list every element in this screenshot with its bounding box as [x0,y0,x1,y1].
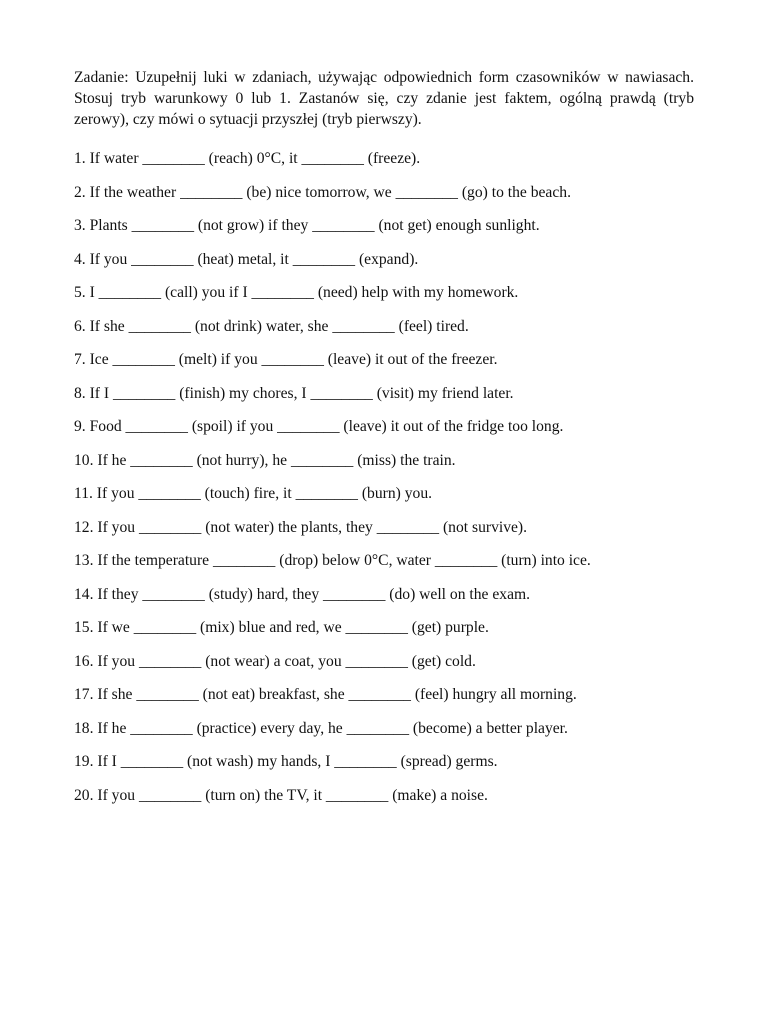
task-instructions: Zadanie: Uzupełnij luki w zdaniach, używając odpowiednich form czasowników w nawiasach. Stosuj tryb warunkowy 0 lub 1. Zastanów się, czy zdanie jest faktem, ogólną prawdą (tryb zerowy), czy mówi o sytuacji przyszłej (tryb pierwszy). [74,69,694,128]
exercise-item: 17. If she ________ (not eat) breakfast, she ________ (feel) hungry all morning. [74,686,577,703]
exercise-item: 15. If we ________ (mix) blue and red, we ________ (get) purple. [74,619,489,636]
exercise-list [74,148,694,818]
exercise-item: 6. If she ________ (not drink) water, she ________ (feel) tired. [74,317,469,335]
exercise-item: 20. If you ________ (turn on) the TV, it ________ (make) a noise. [74,786,488,804]
exercise-item: 19. If I ________ (not wash) my hands, I ________ (spread) germs. [74,753,498,770]
exercise-item: 9. Food ________ (spoil) if you ________ (leave) it out of the fridge too long. [74,418,564,435]
exercise-item: 4. If you ________ (heat) metal, it ________ (expand). [74,250,419,268]
exercise-item: 8. If I ________ (finish) my chores, I ________ (visit) my friend later. [74,384,514,402]
exercise-item: 1. If water ________ (reach) 0°C, it ________ (freeze). [74,150,421,167]
exercise-item: 18. If he ________ (practice) every day, he ________ (become) a better player. [74,719,568,737]
exercise-item: 7. Ice ________ (melt) if you ________ (leave) it out of the freezer. [74,351,498,368]
exercise-item: 16. If you ________ (not wear) a coat, you ________ (get) cold. [74,652,476,670]
worksheet-page [74,67,694,818]
exercise-item: 13. If the temperature ________ (drop) below 0°C, water ________ (turn) into ice. [74,552,591,569]
exercise-item: 14. If they ________ (study) hard, they ________ (do) well on the exam. [74,585,531,603]
exercise-item: 10. If he ________ (not hurry), he ________ (miss) the train. [74,451,456,469]
exercise-item: 12. If you ________ (not water) the plants, they ________ (not survive). [74,518,528,536]
exercise-item: 2. If the weather ________ (be) nice tomorrow, we ________ (go) to the beach. [74,183,571,201]
exercise-item: 5. I ________ (call) you if I ________ (need) help with my homework. [74,284,519,301]
exercise-item: 3. Plants ________ (not grow) if they ________ (not get) enough sunlight. [74,217,540,234]
exercise-item: 11. If you ________ (touch) fire, it ________ (burn) you. [74,485,433,502]
